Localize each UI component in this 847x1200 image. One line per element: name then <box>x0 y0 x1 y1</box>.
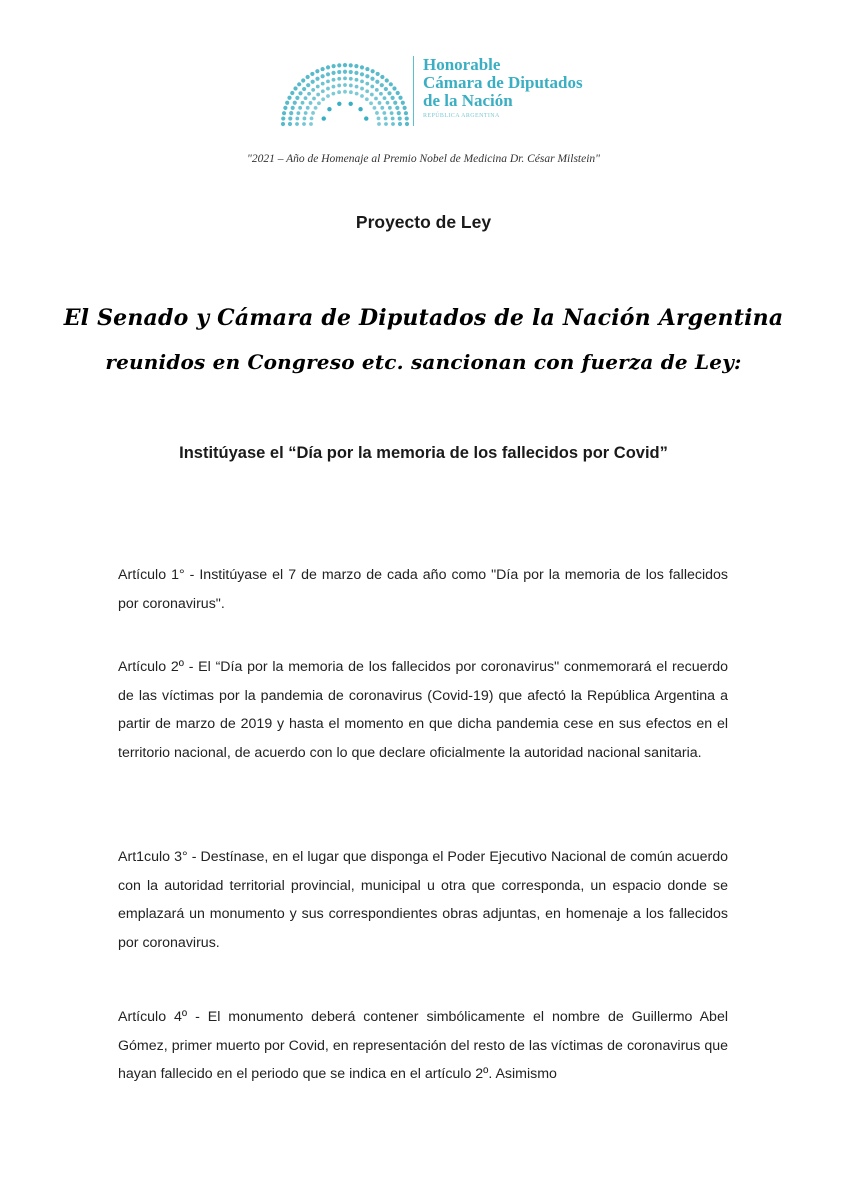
logo-wordmark <box>423 56 583 119</box>
document-type-heading: Proyecto de Ley <box>355 212 492 232</box>
article-2: Artículo 2º - El “Día por la memoria de los fallecidos por coronavirus" conmemorará el recuerdo de las víctimas por la pandemia de coronavirus (Covid-19) que afectó la República Argentina a partir de marzo de 2019 y hasta el momento en que dicha pandemia cese en sus efectos en el territorio nacional, de acuerdo con lo que declare oficialmente la autoridad nacional sanitaria. <box>118 659 728 761</box>
logo-line-3: de la Nación <box>423 91 513 110</box>
year-motto: "2021 – Año de Homenaje al Premio Nobel de Medicina Dr. César Milstein" <box>246 153 600 165</box>
hemicycle-emblem-icon <box>280 42 410 132</box>
logo-line-1: Honorable <box>423 55 501 74</box>
enacting-formula-line-2: reunidos en Congreso etc. sancionan con fuerza de Ley: <box>105 350 742 374</box>
logo-divider <box>413 56 414 126</box>
logo-subline: REPÚBLICA ARGENTINA <box>423 113 500 119</box>
enacting-formula-line-1: El Senado y Cámara de Diputados de la Nación Argentina <box>63 305 784 331</box>
article-1: Artículo 1° - Institúyase el 7 de marzo de cada año como "Día por la memoria de los fallecidos por coronavirus". <box>118 567 728 612</box>
article-4: Artículo 4º - El monumento deberá contener simbólicamente el nombre de Guillermo Abel Gómez, primer muerto por Covid, en representación del resto de las víctimas de coronavirus que hayan fallecido en el periodo que se indica en el artículo 2º. Asimismo <box>118 1009 728 1082</box>
article-3: Art1culo 3° - Destínase, en el lugar que disponga el Poder Ejecutivo Nacional de común acuerdo con la autoridad territorial provincial, municipal u otra que corresponda, un espacio donde se emplazará un monumento y sus correspondientes obras adjuntas, en homenaje a los fallecidos por coronavirus. <box>118 849 728 951</box>
logo-line-2: Cámara de Diputados <box>423 73 583 92</box>
law-title: Institúyase el “Día por la memoria de los fallecidos por Covid” <box>179 444 668 462</box>
chamber-logo <box>280 42 610 134</box>
